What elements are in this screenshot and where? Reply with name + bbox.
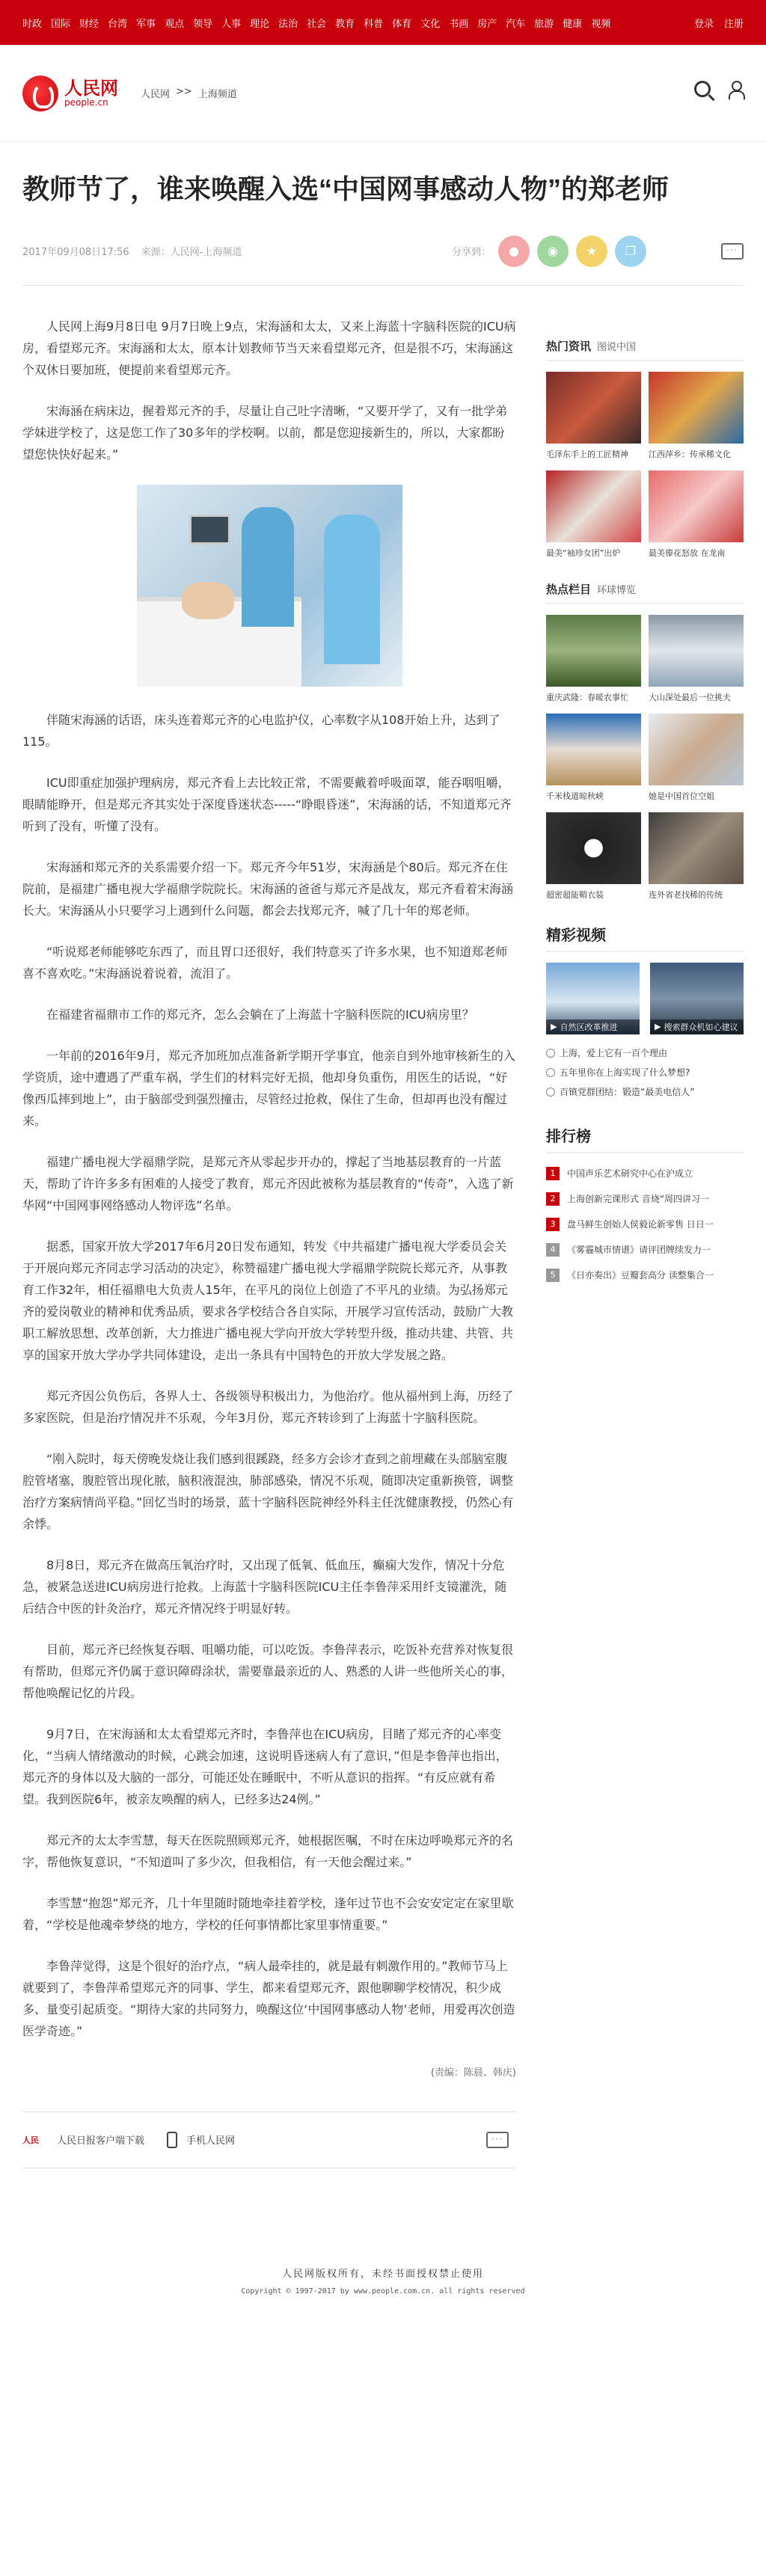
thumb-item[interactable] <box>649 714 744 802</box>
article-paragraph: 郑元齐的太太李雪慧，每天在医院照顾郑元齐，她根据医嘱，不时在床边呼唤郑元齐的名字，帮他恢复意识，“不知道叫了多少次，但我相信，有一天他会醒过来。” <box>22 1833 514 1869</box>
hot-images-block <box>546 338 744 559</box>
thumb-item[interactable] <box>546 714 641 802</box>
ranking-head <box>546 1124 744 1153</box>
article-source: 来源：人民网-上海频道 <box>141 247 242 259</box>
play-circle-icon <box>546 1068 555 1077</box>
video-head <box>546 923 744 952</box>
mobile-site-link[interactable]: 手机人民网 <box>186 2135 236 2147</box>
ranking-item[interactable] <box>546 1212 744 1237</box>
nav-link[interactable]: 理论 <box>250 18 270 30</box>
hot-images-grid <box>546 372 744 559</box>
comment-icon[interactable]: ··· <box>721 243 744 260</box>
travel-sub[interactable]: 环球博览 <box>597 584 637 596</box>
article-editor: (责编：陈晨、韩庆) <box>430 2067 516 2079</box>
video-list <box>546 1043 744 1102</box>
nav-link[interactable]: 人事 <box>221 18 242 30</box>
video-caption <box>650 1019 744 1034</box>
video-list-text: 五年里你在上海实现了什么梦想? <box>560 1067 690 1079</box>
sidebar <box>546 286 744 2168</box>
travel-head <box>546 581 744 604</box>
top-nav <box>0 0 766 45</box>
nav-link[interactable]: 时政 <box>22 18 43 30</box>
hot-images-sub[interactable]: 图说中国 <box>597 341 637 353</box>
article-paragraph: 宋海涵在病床边，握着郑元齐的手，尽量让自己吐字清晰，“又要开学了，又有一批学弟学妹进学校了，这是您工作了30多年的学校啊。以前，都是您迎接新生的，所以，大家都盼望您快快好起来。” <box>22 403 508 461</box>
nav-link[interactable]: 体育 <box>392 18 412 30</box>
play-icon: ▶ <box>655 1022 661 1032</box>
site-logo[interactable] <box>22 76 118 111</box>
breadcrumb-channel[interactable]: 上海频道 <box>197 89 237 100</box>
article-paragraph: “听说郑老师能够吃东西了，而且胃口还很好，我们特意买了许多水果，也不知道郑老师喜不喜欢吃。”宋海涵说着说着，流泪了。 <box>22 944 508 981</box>
ranking-item[interactable] <box>546 1237 744 1263</box>
content-wrap <box>0 286 766 2168</box>
thumb-image <box>649 470 744 542</box>
video-list-item[interactable] <box>546 1082 744 1102</box>
login-link[interactable]: 登录 <box>693 18 714 30</box>
video-block <box>546 923 744 1102</box>
ranking-text: 《雾霾城市情谱》请评团牌续发力一 <box>567 1245 711 1256</box>
ranking-text: 上海创新完课形式 音烧“周四讲习一 <box>567 1194 710 1205</box>
header-tools <box>694 81 744 99</box>
thumb-item[interactable] <box>546 812 641 901</box>
people-app-icon: 人民 <box>22 2135 39 2145</box>
breadcrumb <box>141 86 237 100</box>
thumb-item[interactable] <box>649 372 744 460</box>
register-link[interactable]: 注册 <box>723 18 744 30</box>
article-paragraph: ICU即重症加强护理病房，郑元齐看上去比较正常，不需要戴着呼吸面罩，能吞咽咀嚼，眼睛能睁开，但是郑元齐其实处于深度昏迷状态-----“睁眼昏迷”，宋海涵的话，不知道郑元齐听到了没有，听懂了没有。 <box>22 775 512 833</box>
thumb-caption: 最美“袖珍女团”出炉 <box>546 548 621 558</box>
hot-images-title: 热门资讯 <box>546 339 592 353</box>
ranking-title: 排行榜 <box>546 1126 591 1145</box>
weibo-share-icon[interactable]: ● <box>498 236 530 267</box>
article-paragraph: 人民网上海9月8日电 9月7日晚上9点，宋海涵和太太，又来上海蓝十字脑科医院的ICU病房，看望郑元齐。宋海涵和太太，原本计划教师节当天来看望郑元齐，但是很不巧，宋海涵这个双休日要加班，便提前来看望郑元齐。 <box>22 319 516 377</box>
article-photo <box>137 485 402 687</box>
article-header <box>0 142 766 270</box>
video-title: 精彩视频 <box>546 925 606 944</box>
article-paragraph: 一年前的2016年9月，郑元齐加班加点准备新学期开学事宜，他亲自到外地审核新生的入学资质，途中遭遇了严重车祸，学生们的材料完好无损，他却身负重伤，用医生的话说，“好像西瓜摔到地上”，由于脑部受到强烈撞击，尽管经过抢救，保住了生命，但却再也没有醒过来。 <box>22 1048 515 1128</box>
app-download-link[interactable]: 人民日报客户端下载 <box>57 2135 145 2147</box>
article-meta <box>22 233 744 270</box>
logo-en: people.cn <box>64 97 108 108</box>
thumb-image <box>649 615 744 687</box>
video-caption-text: 自然区改革推进 <box>560 1022 618 1032</box>
thumb-caption: 大山深处最后一位挑夫 <box>649 692 731 702</box>
photo-patient <box>182 582 234 619</box>
ranking-item[interactable] <box>546 1263 744 1288</box>
video-caption <box>546 1019 640 1034</box>
travel-title: 热点栏目 <box>546 582 592 596</box>
footer-copyright-cn: 人民网版权所有，未经书面授权禁止使用 <box>281 2268 484 2280</box>
ranking-number: 4 <box>546 1243 560 1257</box>
ranking-text: 《日亦奏出》豆瓣套高分 读整集合一 <box>567 1270 714 1281</box>
article-paragraph: 李鲁萍觉得，这是个很好的治疗点，“病人最牵挂的，就是最有刺激作用的。”教师节马上就要到了，李鲁萍希望郑元齐的同事、学生，都来看望郑元齐，跟他聊聊学校情况，积少成多、量变引起质变。“期待大家的共同努力，唤醒这位‘中国网事感动人物’老师，用爱再次创造医学奇迹。” <box>22 1958 515 2038</box>
thumb-caption: 超密超能鞘衣装 <box>546 889 604 900</box>
nav-link[interactable]: 健康 <box>563 18 583 30</box>
copy-link-icon[interactable]: ❐ <box>615 236 646 267</box>
thumb-item[interactable] <box>649 812 744 901</box>
play-circle-icon <box>546 1088 555 1097</box>
nav-link[interactable]: 书画 <box>449 18 469 30</box>
play-circle-icon <box>546 1049 555 1058</box>
nav-link[interactable]: 房产 <box>477 18 497 30</box>
nav-link[interactable]: 汽车 <box>506 18 526 30</box>
logo-cn: 人民网 <box>64 76 118 99</box>
thumb-caption: 重庆武隆：春暖农事忙 <box>546 692 628 702</box>
thumb-caption: 连外省老找稀的传统 <box>649 889 723 900</box>
travel-grid <box>546 615 744 901</box>
photo-visitor <box>324 515 380 664</box>
ranking-number: 2 <box>546 1192 560 1206</box>
video-list-text: 百镇党群团结：锻造“最美电信人” <box>560 1087 695 1098</box>
nav-link[interactable]: 旅游 <box>534 18 554 30</box>
ranking-number: 1 <box>546 1167 560 1180</box>
thumb-image <box>546 714 641 785</box>
nav-link[interactable]: 观点 <box>165 18 185 30</box>
play-icon: ▶ <box>551 1022 557 1032</box>
ranking-text: 中国声乐艺术研究中心在沪成立 <box>567 1168 693 1180</box>
thumb-image <box>546 615 641 687</box>
photo-monitor <box>189 515 230 545</box>
article-paragraph: 9月7日，在宋海涵和太太看望郑元齐时，李鲁萍也在ICU病房，目睹了郑元齐的心率变化，“当病人情绪激动的时候，心跳会加速，这说明昏迷病人有了意识，”但是李鲁萍也指出，郑元齐的身体以及大脑的一部分，可能还处在睡眠中，不听从意识的指挥。“有反应就有希望。我到医院6年，被亲友唤醒的病人，已经多达24例。” <box>22 1726 508 1806</box>
nav-link[interactable]: 财经 <box>79 18 99 30</box>
share-label: 分享到： <box>451 247 491 259</box>
thumb-image <box>546 470 641 542</box>
nav-link[interactable]: 台湾 <box>108 18 128 30</box>
video-list-item[interactable] <box>546 1063 744 1082</box>
article-body <box>22 286 516 2168</box>
thumb-image <box>649 812 744 884</box>
video-list-text: 上海，爱上它有一百个理由 <box>560 1048 668 1059</box>
breadcrumb-home[interactable]: 人民网 <box>141 89 171 100</box>
video-list-item[interactable] <box>546 1043 744 1063</box>
thumb-item[interactable] <box>649 470 744 559</box>
article-title: 教师节了，谁来唤醒入选“中国网事感动人物”的郑老师 <box>22 174 670 204</box>
qzone-share-icon[interactable]: ★ <box>576 236 607 267</box>
ranking-text: 盘马鲜生创始人侯毅论新零售 日日一 <box>567 1219 714 1230</box>
breadcrumb-sep: >> <box>176 86 192 97</box>
thumb-image <box>649 372 744 444</box>
thumb-caption: 毛泽东手上的工匠精神 <box>546 449 628 459</box>
nav-link[interactable]: 法治 <box>278 18 298 30</box>
thumb-caption: 最美傣花怒放 在龙南 <box>649 548 726 558</box>
nav-links <box>22 16 694 30</box>
ranking-number: 3 <box>546 1218 560 1231</box>
video-item[interactable] <box>650 963 744 1034</box>
ranking-list <box>546 1161 744 1288</box>
article-paragraph: “刚入院时，每天傍晚发烧让我们感到很蹊跷，经多方会诊才查到之前埋藏在头部脑室腹腔管堵塞，腹腔管出现化脓，脑积液混浊，肺部感染，情况不乐观，随即决定重新换管，调整治疗方案病情尚平稳。”回忆当时的场景，蓝十字脑科医院神经外科主任沈健康教授，仍然心有余悸。 <box>22 1451 514 1531</box>
article-paragraph: 宋海涵和郑元齐的关系需要介绍一下。郑元齐今年51岁，宋海涵是个80后。郑元齐在住院前，是福建广播电视大学福鼎学院院长。宋海涵的爸爸与郑元齐是战友，郑元齐看着宋海涵长大。宋海涵从小只要学习上遇到什么问题，都会去找郑元齐，喊了几十年的郑老师。 <box>22 859 514 918</box>
logo-mark-icon <box>22 76 58 111</box>
footer-comment-icon[interactable]: ··· <box>486 2132 509 2148</box>
video-item[interactable] <box>546 963 640 1034</box>
ranking-item[interactable] <box>546 1186 744 1212</box>
phone-icon <box>167 2132 177 2148</box>
video-grid <box>546 963 744 1034</box>
logo-text <box>64 76 118 108</box>
hot-images-head <box>546 338 744 361</box>
travel-block <box>546 581 744 901</box>
ranking-item[interactable] <box>546 1161 744 1186</box>
article-paragraph: 伴随宋海涵的话语，床头连着郑元齐的心电监护仪，心率数字从108开始上升，达到了115。 <box>22 712 500 749</box>
article-paragraph: 8月8日，郑元齐在做高压氧治疗时，又出现了低氧、低血压，癫痫大发作，情况十分危急，被紧急送进ICU病房进行抢救。上海蓝十字脑科医院ICU主任李鲁萍采用纤支镜灌洗，随后结合中医的针灸治疗，郑元齐情况终于明显好转。 <box>22 1557 507 1616</box>
thumb-item[interactable] <box>546 470 641 559</box>
article-paragraph: 郑元齐因公负伤后，各界人士、各级领导积极出力，为他治疗。他从福州到上海，历经了多家医院，但是治疗情况并不乐观，今年3月份，郑元齐转诊到了上海蓝十字脑科医院。 <box>22 1388 514 1425</box>
article-paragraph: 据悉，国家开放大学2017年6月20日发布通知，转发《中共福建广播电视大学委员会关于开展向郑元齐同志学习活动的决定》，称赞福建广播电视大学福鼎学院院长郑元齐，从事教育工作32年，相任福鼎电大负责人15年，在平凡的岗位上创造了不平凡的业绩。为弘扬郑元齐的爱岗敬业的精神和优秀品质，要求各学校结合各自实际，开展学习宣传活动，鼓励广大教职工解放思想、改革创新，大力推进广播电视大学向开放大学转型升级，推动共建、共管、共享的国家开放大学办学共同体建设，走出一条具有中国特色的开放大学发展之路。 <box>22 1239 514 1362</box>
article-date: 2017年09月08日17:56 <box>22 247 129 259</box>
ranking-number: 5 <box>546 1269 560 1282</box>
nav-link[interactable]: 领导 <box>193 18 213 30</box>
site-footer <box>0 2266 766 2348</box>
article-paragraph: 目前，郑元齐已经恢复吞咽、咀嚼功能，可以吃饭。李鲁萍表示，吃饭补充营养对恢复很有帮助，但郑元齐仍属于意识障碍涂状，需要靠最亲近的人、熟悉的人讲一些他所关心的事，帮他唤醒记忆的片段。 <box>22 1642 514 1700</box>
search-icon[interactable] <box>694 81 711 97</box>
photo-nurse <box>242 507 294 627</box>
nav-link[interactable]: 教育 <box>335 18 355 30</box>
nav-link[interactable]: 社会 <box>307 18 327 30</box>
thumb-item[interactable] <box>546 615 641 703</box>
auth-links <box>694 16 744 30</box>
nav-link[interactable]: 视频 <box>591 18 611 30</box>
article-footer-bar <box>22 2112 516 2168</box>
thumb-item[interactable] <box>649 615 744 703</box>
share-bar <box>452 236 744 267</box>
article-paragraph: 在福建省福鼎市工作的郑元齐，怎么会躺在了上海蓝十字脑科医院的ICU病房里？ <box>46 1007 474 1022</box>
thumb-caption: 她是中国首位空姐 <box>649 791 714 801</box>
thumb-image <box>649 714 744 785</box>
nav-link[interactable]: 文化 <box>420 18 441 30</box>
nav-link[interactable]: 军事 <box>136 18 156 30</box>
logo-bar <box>0 45 766 142</box>
article-paragraph: 李雪慧“抱怨”郑元齐，几十年里随时随地牵挂着学校，逢年过节也不会安安定定在家里歇着，“学校是他魂牵梦绕的地方，学校的任何事情都比家里事情重要。” <box>22 1895 514 1932</box>
thumb-caption: 千米栈道晾秋峡 <box>546 791 604 801</box>
nav-link[interactable]: 科普 <box>364 18 384 30</box>
thumb-image <box>546 812 641 884</box>
thumb-caption: 江西萍乡：传承稀文化 <box>649 449 731 459</box>
thumb-image <box>546 372 641 444</box>
article-paragraph: 福建广播电视大学福鼎学院，是郑元齐从零起步开办的，撑起了当地基层教育的一片蓝天，帮助了许许多多有困难的人接受了教育，郑元齐因此被称为基层教育的“传奇”，入选了新华网“中国网事网络感动人物评选”名单。 <box>22 1154 514 1212</box>
user-icon[interactable] <box>727 81 744 99</box>
ranking-block <box>546 1124 744 1288</box>
video-caption-text: 搜索群众机如心建议 <box>664 1022 738 1032</box>
footer-copyright-en: Copyright © 1997-2017 by www.people.com.cn. all rights reserved <box>241 2287 525 2296</box>
wechat-share-icon[interactable]: ◉ <box>537 236 569 267</box>
nav-link[interactable]: 国际 <box>51 18 71 30</box>
thumb-item[interactable] <box>546 372 641 460</box>
